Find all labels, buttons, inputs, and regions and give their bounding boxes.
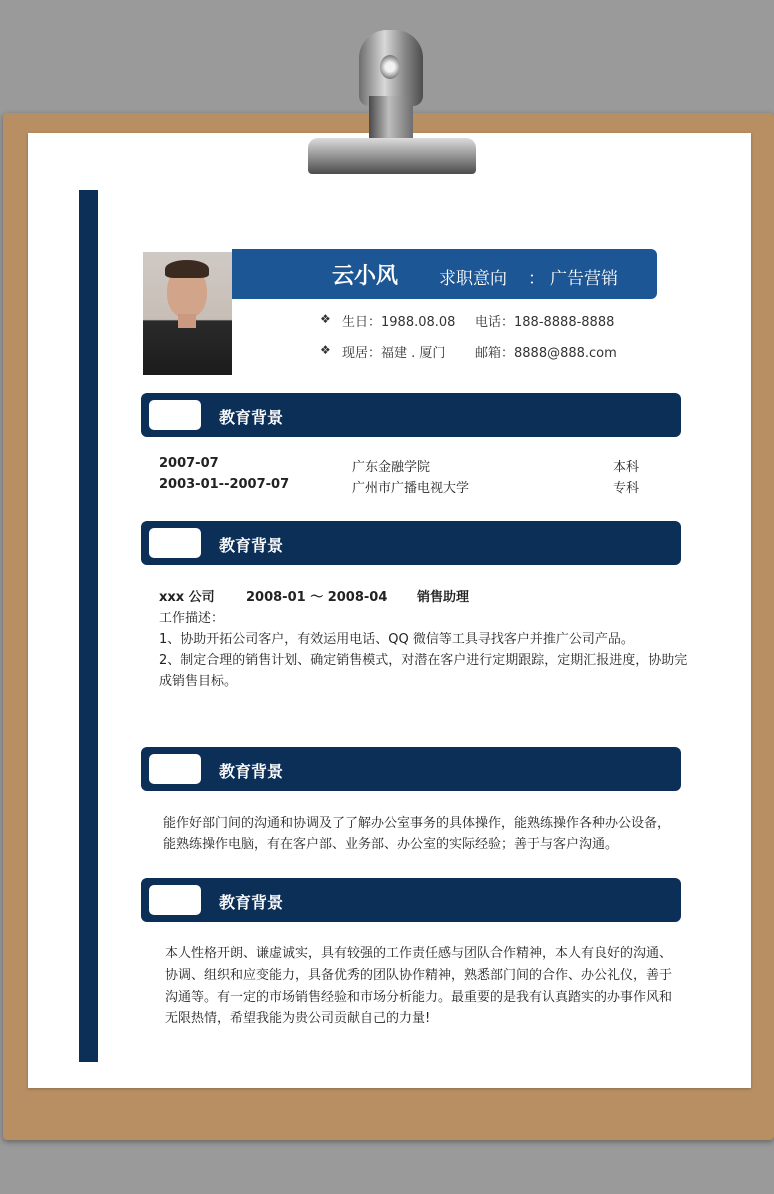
job-position: 销售助理: [417, 590, 470, 605]
intent-separator: ：: [528, 269, 545, 289]
bullet-icon: ❖: [320, 312, 331, 326]
job-desc-item: 2、制定合理的销售计划、确定销售模式，对潜在客户进行定期跟踪，定期汇报进度，协助完: [159, 653, 688, 668]
skills-line: 能作好部门间的沟通和协调及了了解办公室事务的具体操作，能熟练操作各种办公设备，: [163, 816, 671, 831]
skills-line: 能熟练操作电脑，有在客户部、业务部、办公室的实际经验；善于与客户沟通。: [163, 837, 619, 852]
section-title: 教育背景: [219, 762, 284, 781]
edu-degree: 专科: [613, 481, 640, 496]
job-desc-item: 成销售目标。: [159, 674, 238, 689]
section-header: [141, 878, 681, 922]
section-badge: [149, 754, 201, 784]
self-eval-line: 本人性格开朗、谦虚诚实，具有较强的工作责任感与团队合作精神，本人有良好的沟通、: [165, 946, 673, 961]
name-banner: [232, 249, 657, 299]
left-accent-bar: [79, 190, 98, 1062]
self-eval-line: 无限热情，希望我能为贵公司贡献自己的力量!: [165, 1011, 431, 1026]
edu-date: 2003-01--2007-07: [159, 477, 290, 492]
email-text: 邮箱：8888@888.com: [475, 346, 617, 361]
self-eval-line: 沟通等。有一定的市场销售经验和市场分析能力。最重要的是我有认真踏实的办事作风和: [165, 990, 673, 1005]
job-period: 2008-01 ～ 2008-04: [246, 590, 388, 605]
section-title: 教育背景: [219, 536, 284, 555]
intent-value: 广告营销: [550, 269, 618, 289]
avatar-neck: [178, 314, 196, 328]
edu-school: 广州市广播电视大学: [352, 481, 470, 496]
phone-text: 电话：188-8888-8888: [475, 315, 615, 330]
section-badge: [149, 885, 201, 915]
avatar-photo: [143, 252, 232, 375]
section-badge: [149, 400, 201, 430]
birthday-text: 生日：1988.08.08: [342, 315, 456, 330]
section-header: [141, 521, 681, 565]
edu-date: 2007-07: [159, 456, 219, 471]
section-title: 教育背景: [219, 408, 284, 427]
edu-degree: 本科: [613, 460, 640, 475]
section-header: [141, 747, 681, 791]
clip-base: [308, 138, 476, 174]
job-company: xxx 公司: [159, 590, 215, 605]
edu-school: 广东金融学院: [352, 460, 431, 475]
clip-hole: [380, 55, 400, 79]
candidate-name: 云小风: [332, 264, 399, 289]
intent-label: 求职意向: [439, 269, 507, 289]
bullet-icon: ❖: [320, 343, 331, 357]
section-title: 教育背景: [219, 893, 284, 912]
self-eval-line: 协调、组织和应变能力，具备优秀的团队协作精神，熟悉部门间的合作、办公礼仪，善于: [165, 968, 673, 983]
job-desc-label: 工作描述：: [159, 611, 225, 626]
avatar-hair: [165, 260, 209, 278]
section-badge: [149, 528, 201, 558]
section-header: [141, 393, 681, 437]
job-desc-item: 1、协助开拓公司客户，有效运用电话、QQ 微信等工具寻找客户并推广公司产品。: [159, 632, 634, 647]
residence-text: 现居：福建 . 厦门: [342, 346, 446, 361]
